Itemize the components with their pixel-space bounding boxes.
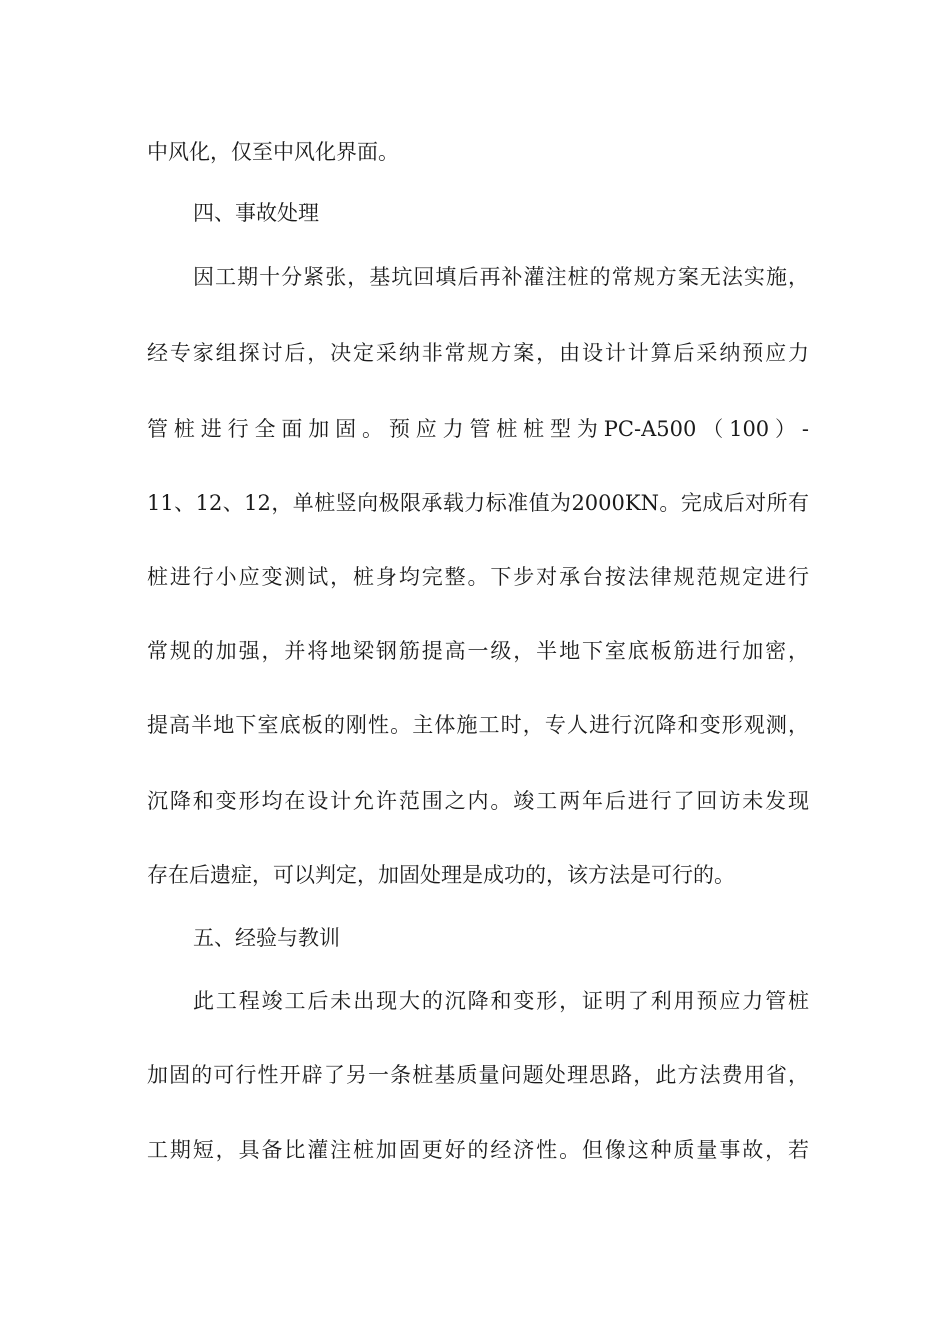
paragraph-line: 11、12、12，单桩竖向极限承载力标准值为2000KN。完成后对所有 (147, 491, 809, 515)
paragraph-line: 存在后遗症，可以判定，加固处理是成功的，该方法是可行的。 (147, 863, 735, 887)
paragraph-line: 加固的可行性开辟了另一条桩基质量问题处理思路，此方法费用省， (147, 1063, 809, 1087)
paragraph-line: 工期短，具备比灌注桩加固更好的经济性。但像这种质量事故，若 (147, 1138, 809, 1162)
paragraph-line: 提高半地下室底板的刚性。主体施工时，专人进行沉降和变形观测， (147, 713, 809, 737)
paragraph-line: 桩进行小应变测试，桩身均完整。下步对承台按法律规范规定进行 (147, 565, 809, 589)
paragraph-line: 经专家组探讨后，决定采纳非常规方案，由设计计算后采纳预应力 (147, 341, 809, 365)
paragraph-line: 管桩进行全面加固。预应力管桩桩型为PC-A500（100）- (147, 417, 809, 441)
section-heading-accident-handling: 四、事故处理 (193, 201, 319, 225)
paragraph-line: 沉降和变形均在设计允许范围之内。竣工两年后进行了回访未发现 (147, 789, 809, 813)
paragraph-line: 此工程竣工后未出现大的沉降和变形，证明了利用预应力管桩 (193, 989, 809, 1013)
paragraph-line: 常规的加强，并将地梁钢筋提高一级，半地下室底板筋进行加密， (147, 639, 809, 663)
section-heading-lessons: 五、经验与教训 (193, 926, 340, 950)
paragraph-line: 中风化，仅至中风化界面。 (147, 140, 399, 164)
paragraph-line: 因工期十分紧张，基坑回填后再补灌注桩的常规方案无法实施， (193, 265, 809, 289)
